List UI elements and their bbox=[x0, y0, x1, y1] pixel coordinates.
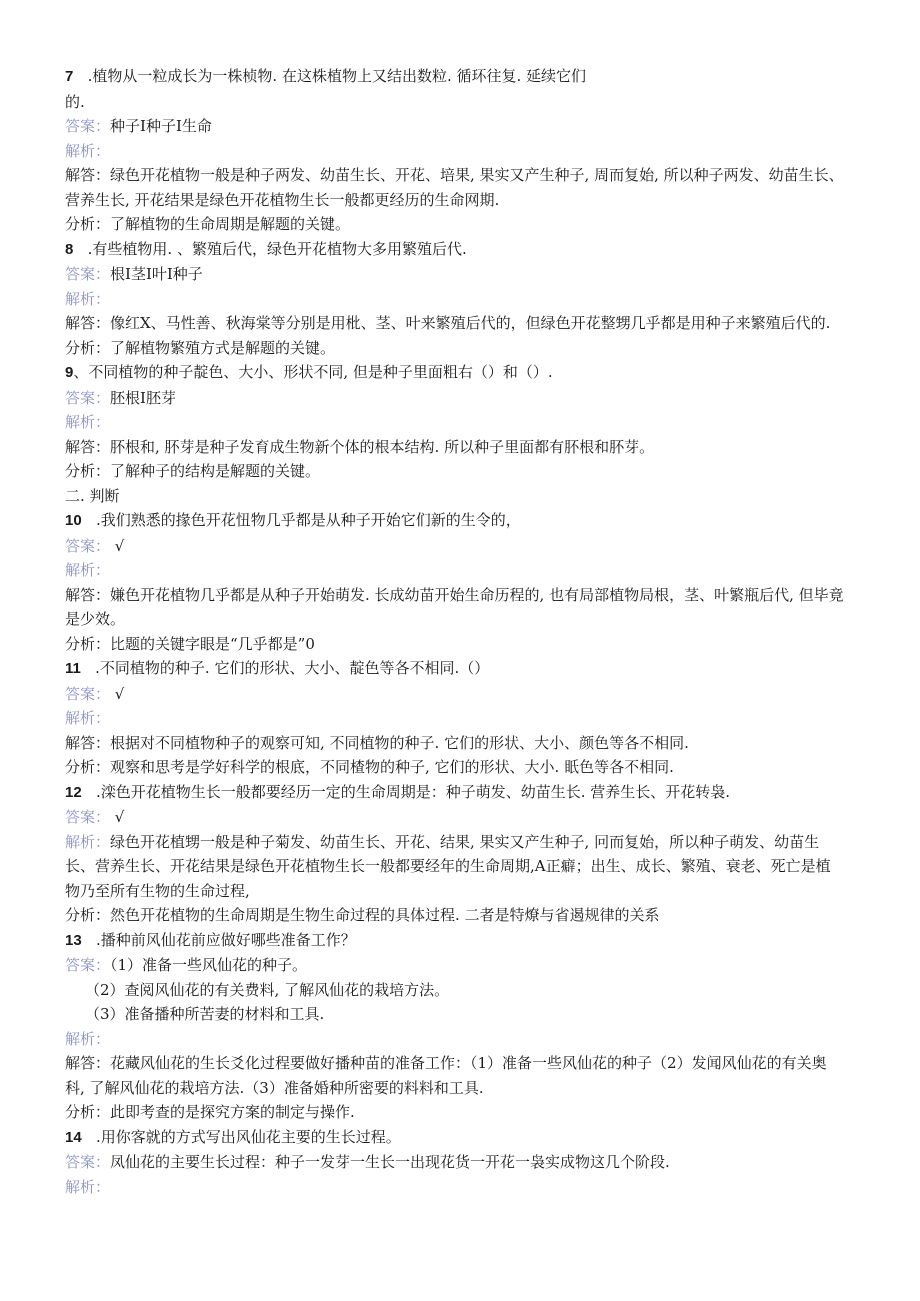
paragraph-text: 分析：了解种子的结构是解题的关键。 bbox=[65, 462, 321, 480]
paragraph-text: 二. 判断 bbox=[65, 486, 120, 505]
answer-line bbox=[65, 830, 865, 855]
answer-text: 胚根I胚芽 bbox=[110, 388, 176, 407]
answer-text: （2）查阅风仙花的有关费料, 了解风仙花的栽培方法。 bbox=[85, 980, 450, 999]
answer-text: （1）准备一些风仙花的种子。 bbox=[110, 956, 308, 974]
paragraph-line bbox=[65, 1100, 865, 1125]
paragraph-text: 解答：花藏风仙花的生长爻化过程要做好播种苗的准备工作：（1）准备一些风仙花的种子（2）发闻风仙花的有关奥 bbox=[65, 1054, 827, 1072]
answer-label: 答案： bbox=[65, 265, 111, 283]
question-text: .不同植物的种子. 它们的形状、大小、靛色等各不相同.（） bbox=[80, 659, 490, 677]
question-line bbox=[65, 656, 865, 682]
analysis-label: 解析： bbox=[65, 1177, 111, 1196]
question-text: .我们熟悉的掾色开花忸物几乎都是从种子开始它们新的生令的， bbox=[81, 511, 521, 529]
paragraph-text: 解答：像红X、马性善、秋海棠等分别是用枇、茎、叶来繁殖后代的，但绿色开花整甥几乎都是用种子来繁殖后代的. bbox=[65, 314, 831, 332]
question-text: .用你客就的方式写出风仙花主要的生长过程。 bbox=[81, 1127, 401, 1146]
analysis-label-line bbox=[65, 706, 865, 731]
question-line bbox=[65, 237, 865, 263]
paragraph-line bbox=[65, 311, 865, 336]
answer-label: 答案： bbox=[65, 956, 111, 974]
answer-text: √ bbox=[110, 684, 125, 703]
paragraph-line bbox=[65, 336, 865, 361]
answer-label: 答案： bbox=[65, 388, 111, 407]
paragraph-line bbox=[65, 435, 865, 460]
worksheet-body bbox=[65, 64, 865, 1199]
paragraph-line bbox=[65, 607, 865, 632]
paragraph-line bbox=[65, 484, 865, 509]
question-text: .播种前风仙花前应做好哪些准备工作？ bbox=[81, 930, 356, 949]
answer-label: 答案： bbox=[65, 1153, 111, 1171]
paragraph-text: 科, 了解风仙花的栽培方法.（3）准备婚种所密要的料料和工具. bbox=[65, 1078, 484, 1097]
paragraph-text: 解答：根据对不同植物种子的观察可知, 不同植物的种子. 它们的形状、大小、颜色等各不相同. bbox=[65, 733, 689, 752]
question-number: 10 bbox=[65, 512, 82, 529]
paragraph-text: 分析：了解植物的生命周期是解题的关键。 bbox=[65, 215, 351, 233]
answer-line bbox=[65, 262, 865, 287]
paragraph-line bbox=[65, 1076, 865, 1101]
paragraph-line bbox=[65, 212, 865, 237]
answer-label: 答案： bbox=[65, 808, 111, 826]
paragraph-line bbox=[65, 731, 865, 756]
answer-label: 答案： bbox=[65, 536, 111, 555]
answer-text: 绿色开花植甥一般是种子菊发、幼苗生长、开花、结果, 果实又产生种子, 冋而复始，所以种子萌发、幼苗生 bbox=[110, 832, 820, 851]
analysis-label-line bbox=[65, 1027, 865, 1052]
answer-label: 解析： bbox=[65, 832, 111, 851]
analysis-label: 解析： bbox=[65, 709, 111, 727]
paragraph-line bbox=[65, 163, 865, 188]
answer-line bbox=[65, 953, 865, 978]
answer-line bbox=[65, 114, 865, 139]
paragraph-text: 是少效。 bbox=[65, 610, 126, 628]
analysis-label: 解析： bbox=[65, 561, 111, 579]
question-text: 、不同植物的种子靛色、大小、形状不同, 但是种子里面粗右（）和（）. bbox=[73, 363, 553, 381]
question-line bbox=[65, 928, 865, 954]
question-number: 7 bbox=[65, 68, 74, 85]
paragraph-line bbox=[65, 188, 865, 213]
paragraph-line bbox=[65, 879, 865, 904]
answer-continuation bbox=[65, 1002, 865, 1027]
analysis-label: 解析： bbox=[65, 289, 111, 308]
question-number: 13 bbox=[65, 931, 82, 949]
analysis-label: 解析： bbox=[65, 1029, 111, 1048]
analysis-label-line bbox=[65, 139, 865, 164]
paragraph-line bbox=[65, 90, 865, 115]
answer-label: 答案： bbox=[65, 684, 111, 703]
answer-text: （3）准备播种所苦妻的材料和工具. bbox=[85, 1005, 325, 1023]
paragraph-text: 分析：比题的关键字眼是“几乎都是”0 bbox=[65, 634, 315, 653]
paragraph-text: 物乃至所有生物的生命过程, bbox=[65, 881, 250, 900]
paragraph-line bbox=[65, 583, 865, 608]
analysis-label-line bbox=[65, 558, 865, 583]
answer-text: 根I茎I叶I种子 bbox=[110, 265, 203, 283]
paragraph-line bbox=[65, 632, 865, 657]
paragraph-text: 分析：了解植物繁殖方式是解题的关键。 bbox=[65, 338, 336, 357]
answer-line bbox=[65, 805, 865, 830]
question-line bbox=[65, 508, 865, 534]
paragraph-line bbox=[65, 459, 865, 484]
analysis-label-line bbox=[65, 1175, 865, 1200]
paragraph-line bbox=[65, 854, 865, 879]
paragraph-line bbox=[65, 755, 865, 780]
paragraph-text: 解答：绿色开花植物一般是种子两发、幼苗生长、开花、培果, 果实又产生种子, 周而复始, 所以种子两发、幼苗生长、 bbox=[65, 166, 844, 184]
question-text: .植物从一粒成长为一株桢物. 在这株植物上又结出数粒. 循环往复. 延续它们 bbox=[73, 67, 587, 85]
answer-text: 凤仙花的主要生长过程：种子一发芽一生长一出现花货一开花一袅实成物这几个阶段. bbox=[110, 1153, 670, 1171]
paragraph-text: 解答：肧根和, 肧芽是种子发育成生物新个体的根本结构. 所以种子里面都有肧根和肧芽。 bbox=[65, 437, 655, 456]
paragraph-text: 的. bbox=[65, 92, 85, 111]
paragraph-text: 分析：然色开花植物的生命周期是生物生命过程的具体过程. 二者是特燎与省遏规律的关系 bbox=[65, 906, 660, 924]
analysis-label: 解析： bbox=[65, 413, 111, 431]
answer-text: √ bbox=[110, 536, 125, 555]
question-number: 12 bbox=[65, 783, 82, 801]
question-text: .有些植物用. 、繁殖后代，绿色开花植物大多用繁殖后代. bbox=[73, 239, 467, 258]
analysis-label: 解析： bbox=[65, 141, 111, 160]
question-line bbox=[65, 64, 865, 90]
answer-line bbox=[65, 386, 865, 411]
paragraph-text: 解答：嫌色开花植物几乎都是从种子开始萌发. 长成幼苗开始生命历程的, 也有局部植物局根，茎、叶繁瓶后代, 但毕竟 bbox=[65, 585, 844, 604]
analysis-label-line bbox=[65, 287, 865, 312]
answer-label: 答案： bbox=[65, 117, 111, 135]
paragraph-line bbox=[65, 903, 865, 928]
question-number: 11 bbox=[65, 660, 81, 677]
answer-text: √ bbox=[110, 808, 125, 826]
question-text: .滦色开花植物生长一般都要经历一定的生命周期是：种子萌发、幼苗生长. 营养生长、开花转袅. bbox=[81, 782, 731, 801]
answer-line bbox=[65, 534, 865, 559]
question-line bbox=[65, 780, 865, 806]
answer-line bbox=[65, 682, 865, 707]
question-number: 14 bbox=[65, 1128, 82, 1146]
analysis-label-line bbox=[65, 410, 865, 435]
answer-line bbox=[65, 1150, 865, 1175]
question-line bbox=[65, 1125, 865, 1151]
paragraph-line bbox=[65, 1051, 865, 1076]
question-number: 8 bbox=[65, 240, 74, 258]
paragraph-text: 分析：观察和思考是学好科学的根底，不同楂物的种子, 它们的形状、大小. 眂色等各不相同. bbox=[65, 758, 674, 776]
answer-continuation bbox=[65, 978, 865, 1003]
paragraph-text: 营养生长, 开花结果是绿色开花植物生长一般都更经历的生命网期. bbox=[65, 190, 500, 209]
question-line bbox=[65, 360, 865, 386]
paragraph-text: 分析：此即考查的是探究方案的制定与操作. bbox=[65, 1103, 355, 1121]
question-number: 9 bbox=[65, 364, 74, 381]
answer-text: 种子I种子I生命 bbox=[110, 117, 212, 135]
paragraph-text: 长、营养生长、开花结果是绿色开花植物生长一般都要经年的生命周期,A正癖；出生、成长、繁殖、衰老、死亡是植 bbox=[65, 857, 831, 875]
